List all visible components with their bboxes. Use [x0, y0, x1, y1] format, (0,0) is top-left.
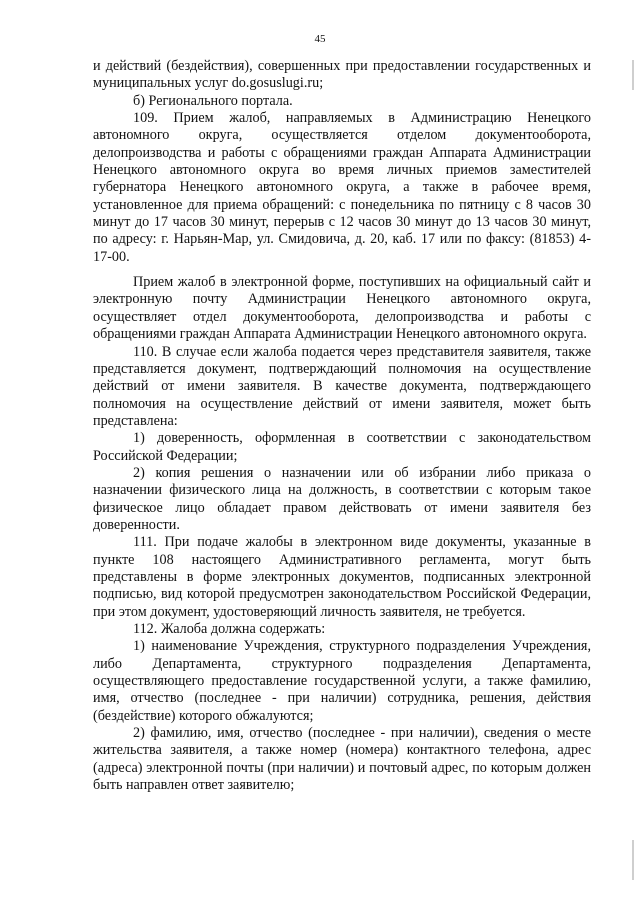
- paragraph-112: 112. Жалоба должна содержать:: [133, 621, 326, 637]
- paragraph-112-item-1: 1) наименование Учреждения, структурного подразделения Учреждения, либо Департамента, структурного подразделения Департамента, осуществляющего предоставление государственной услуги, а также фамилию, имя, отчество (последнее - при наличии) сотрудника, решения, действия (бездействие) которого обжалуются;: [93, 638, 591, 724]
- paragraph-109: 109. Прием жалоб, направляемых в Администрацию Ненецкого автономного округа, осуществляется отделом документооборота, делопроизводства и работы с обращениями граждан Аппарата Администрации Ненецкого автономного округа во время личных приемов заместителей губернатора Ненецкого автономного округа, а также в рабочее время, установленное для приема обращений: с понедельника по пятницу с 8 часов 30 минут до 17 часов 30 минут, перерыв с 12 часов 30 минут до 13 часов 30 минут, по адресу: г. Нарьян-Мар, ул. Смидовича, д. 20, каб. 17 или по факсу: (81853) 4-17-00.: [93, 110, 591, 265]
- paragraph-110: 110. В случае если жалоба подается через представителя заявителя, также представляется документ, подтверждающий полномочия на осуществление действий от имени заявителя. В качестве документа, подтверждающего полномочия на осуществление действий от имени заявителя, может быть представлена:: [93, 343, 591, 429]
- paragraph-110-item-2: 2) копия решения о назначении или об избрании либо приказа о назначении физического лица на должность, в соответствии с которым такое физическое лицо обладает правом действовать от имени заявителя без доверенности.: [93, 464, 591, 533]
- scan-edge-mark: [632, 60, 634, 90]
- paragraph-111: 111. При подаче жалобы в электронном виде документы, указанные в пункте 108 настоящего Административного регламента, могут быть представлены в форме электронных документов, подписанных электронной подписью, вид которой предусмотрен законодательством Российской Федерации, при этом документ, удостоверяющий личность заявителя, не требуется.: [93, 534, 591, 620]
- paragraph-112-item-2: 2) фамилию, имя, отчество (последнее - при наличии), сведения о месте жительства заявителя, а также номер (номера) контактного телефона, адрес (адреса) электронной почты (при наличии) и почтовый адрес, по которым должен быть направлен ответ заявителю;: [93, 725, 591, 794]
- paragraph-continuation: и действий (бездействия), совершенных при предоставлении государственных и муниципальных услуг do.gosuslugi.ru;: [93, 58, 591, 92]
- page-number: 45: [314, 33, 326, 45]
- scan-edge-mark: [632, 840, 634, 880]
- document-body: [93, 58, 591, 794]
- paragraph-electronic-complaints: Прием жалоб в электронной форме, поступивших на официальный сайт и электронную почту Администрации Ненецкого автономного округа, осуществляет отдел документооборота, делопроизводства и работы с обращениями граждан Аппарата Администрации Ненецкого автономного округа.: [93, 274, 591, 343]
- paragraph-regional-portal: б) Регионального портала.: [133, 92, 293, 109]
- paragraph-110-item-1: 1) доверенность, оформленная в соответствии с законодательством Российской Федерации;: [93, 430, 591, 464]
